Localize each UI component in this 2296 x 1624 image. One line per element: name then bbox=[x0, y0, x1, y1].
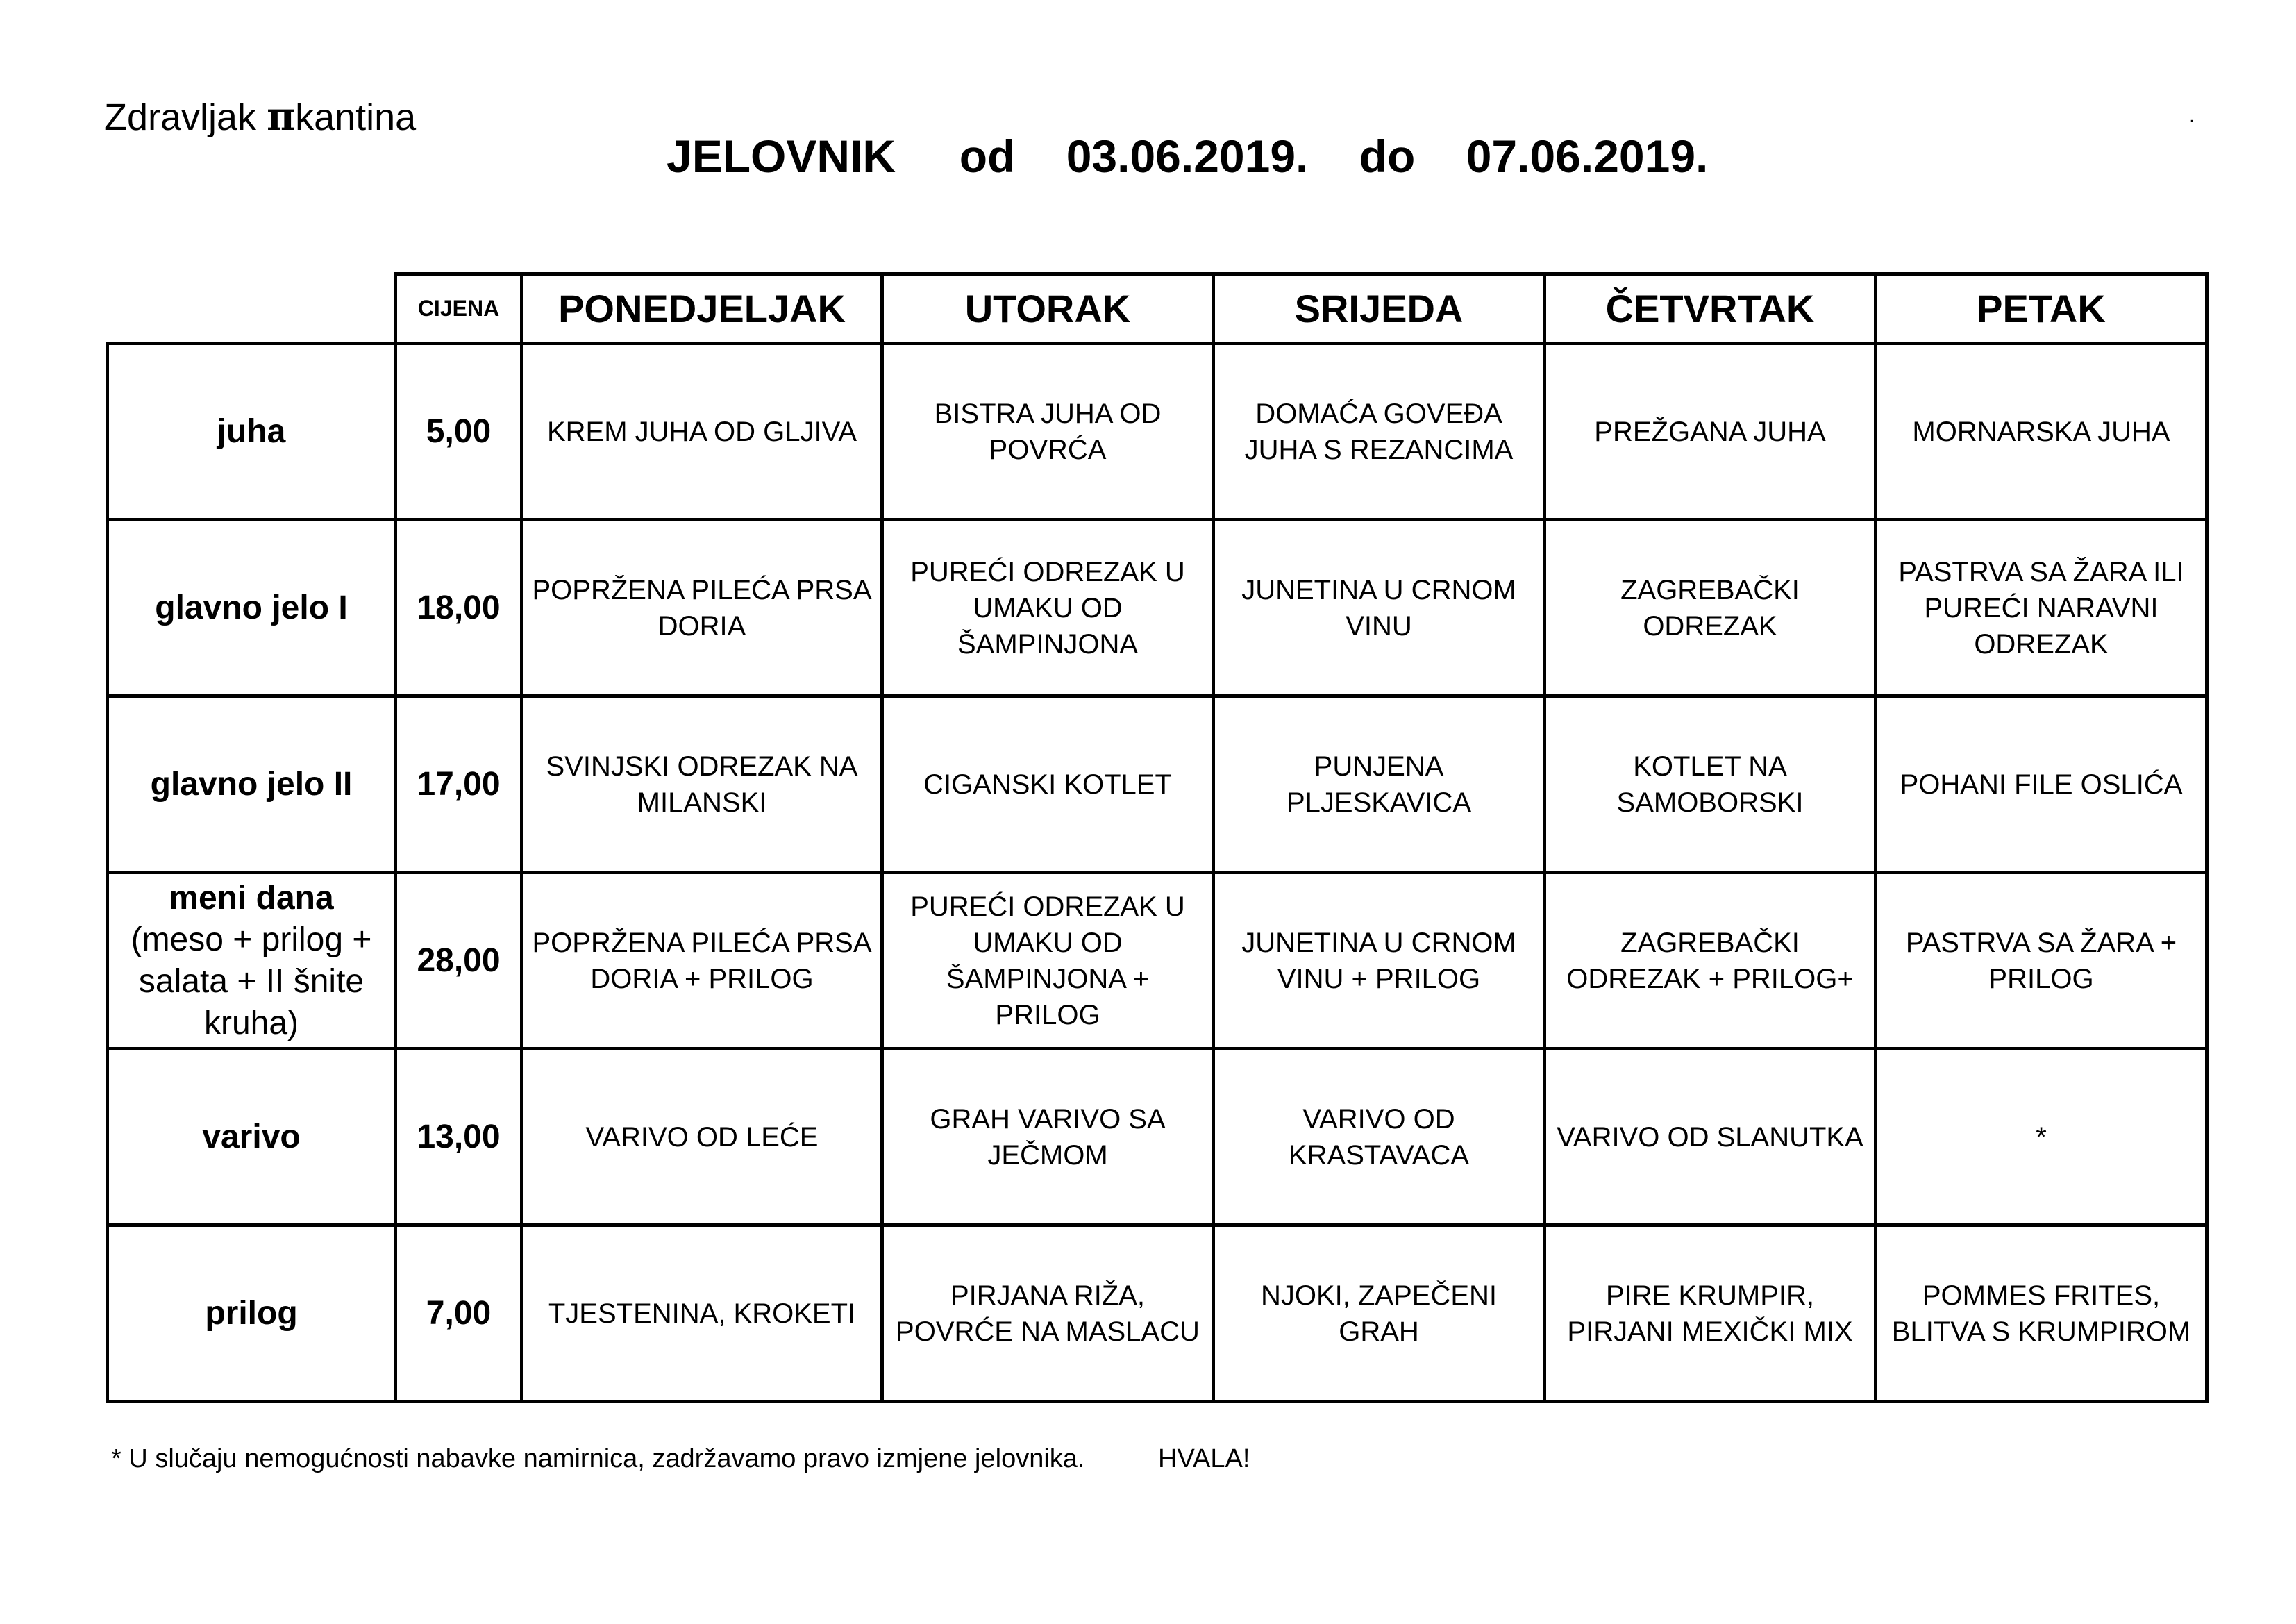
price-cell: 5,00 bbox=[396, 344, 522, 520]
dish-cell: ZAGREBAČKI ODREZAK + PRILOG+ bbox=[1545, 873, 1876, 1049]
dish-cell: * bbox=[1876, 1049, 2207, 1225]
dish-cell: KREM JUHA OD GLJIVA bbox=[522, 344, 882, 520]
dish-cell: NJOKI, ZAPEČENI GRAH bbox=[1214, 1225, 1545, 1402]
corner-cell bbox=[108, 274, 396, 344]
pi-logo-glyph: π bbox=[267, 94, 296, 140]
dish-cell: PUNJENA PLJESKAVICA bbox=[1214, 696, 1545, 873]
price-column-header: CIJENA bbox=[396, 274, 522, 344]
category-cell: glavno jelo I bbox=[108, 520, 396, 696]
table-header-row bbox=[108, 274, 2207, 344]
dish-cell: PUREĆI ODREZAK U UMAKU OD ŠAMPINJONA bbox=[882, 520, 1214, 696]
brand-name-suffix: kantina bbox=[295, 97, 417, 138]
dish-cell: SVINJSKI ODREZAK NA MILANSKI bbox=[522, 696, 882, 873]
category-cell bbox=[108, 873, 396, 1049]
table-row bbox=[108, 873, 2207, 1049]
table-row bbox=[108, 520, 2207, 696]
dish-cell: POHANI FILE OSLIĆA bbox=[1876, 696, 2207, 873]
day-header-friday: PETAK bbox=[1876, 274, 2207, 344]
dish-cell: JUNETINA U CRNOM VINU + PRILOG bbox=[1214, 873, 1545, 1049]
weekly-menu-table bbox=[106, 272, 2209, 1403]
category-cell: prilog bbox=[108, 1225, 396, 1402]
category-cell: varivo bbox=[108, 1049, 396, 1225]
dish-cell: VARIVO OD KRASTAVACA bbox=[1214, 1049, 1545, 1225]
dish-cell: CIGANSKI KOTLET bbox=[882, 696, 1214, 873]
category-cell: juha bbox=[108, 344, 396, 520]
dish-cell: VARIVO OD LEĆE bbox=[522, 1049, 882, 1225]
dish-cell: VARIVO OD SLANUTKA bbox=[1545, 1049, 1876, 1225]
dish-cell: BISTRA JUHA OD POVRĆA bbox=[882, 344, 1214, 520]
category-label: meni dana bbox=[169, 879, 334, 916]
price-cell: 7,00 bbox=[396, 1225, 522, 1402]
table-row bbox=[108, 696, 2207, 873]
restaurant-name bbox=[104, 94, 417, 140]
dish-cell: JUNETINA U CRNOM VINU bbox=[1214, 520, 1545, 696]
dish-cell: GRAH VARIVO SA JEČMOM bbox=[882, 1049, 1214, 1225]
price-cell: 18,00 bbox=[396, 520, 522, 696]
corner-mark: . bbox=[2189, 104, 2195, 127]
dish-cell: PREŽGANA JUHA bbox=[1545, 344, 1876, 520]
table-row bbox=[108, 1049, 2207, 1225]
dish-cell: TJESTENINA, KROKETI bbox=[522, 1225, 882, 1402]
brand-name-part: Zdravljak bbox=[104, 97, 267, 138]
table-row bbox=[108, 344, 2207, 520]
footnote: * U slučaju nemogućnosti nabavke namirnica, zadržavamo pravo izmjene jelovnika. HVALA! bbox=[111, 1444, 1250, 1473]
category-description: (meso + prilog + salata + II šnite kruha) bbox=[131, 921, 372, 1041]
price-cell: 17,00 bbox=[396, 696, 522, 873]
page-title: JELOVNIK od 03.06.2019. do 07.06.2019. bbox=[667, 131, 1709, 182]
dish-cell: POMMES FRITES, BLITVA S KRUMPIROM bbox=[1876, 1225, 2207, 1402]
dish-cell: PASTRVA SA ŽARA + PRILOG bbox=[1876, 873, 2207, 1049]
dish-cell: PIRJANA RIŽA, POVRĆE NA MASLACU bbox=[882, 1225, 1214, 1402]
dish-cell: POPRŽENA PILEĆA PRSA DORIA bbox=[522, 520, 882, 696]
dish-cell: DOMAĆA GOVEĐA JUHA S REZANCIMA bbox=[1214, 344, 1545, 520]
dish-cell: KOTLET NA SAMOBORSKI bbox=[1545, 696, 1876, 873]
table-row bbox=[108, 1225, 2207, 1402]
dish-cell: POPRŽENA PILEĆA PRSA DORIA + PRILOG bbox=[522, 873, 882, 1049]
day-header-thursday: ČETVRTAK bbox=[1545, 274, 1876, 344]
dish-cell: MORNARSKA JUHA bbox=[1876, 344, 2207, 520]
day-header-monday: PONEDJELJAK bbox=[522, 274, 882, 344]
price-cell: 13,00 bbox=[396, 1049, 522, 1225]
dish-cell: PUREĆI ODREZAK U UMAKU OD ŠAMPINJONA + PRILOG bbox=[882, 873, 1214, 1049]
dish-cell: PIRE KRUMPIR, PIRJANI MEXIČKI MIX bbox=[1545, 1225, 1876, 1402]
day-header-tuesday: UTORAK bbox=[882, 274, 1214, 344]
category-cell: glavno jelo II bbox=[108, 696, 396, 873]
dish-cell: ZAGREBAČKI ODREZAK bbox=[1545, 520, 1876, 696]
day-header-wednesday: SRIJEDA bbox=[1214, 274, 1545, 344]
dish-cell: PASTRVA SA ŽARA ILI PUREĆI NARAVNI ODREZAK bbox=[1876, 520, 2207, 696]
price-cell: 28,00 bbox=[396, 873, 522, 1049]
